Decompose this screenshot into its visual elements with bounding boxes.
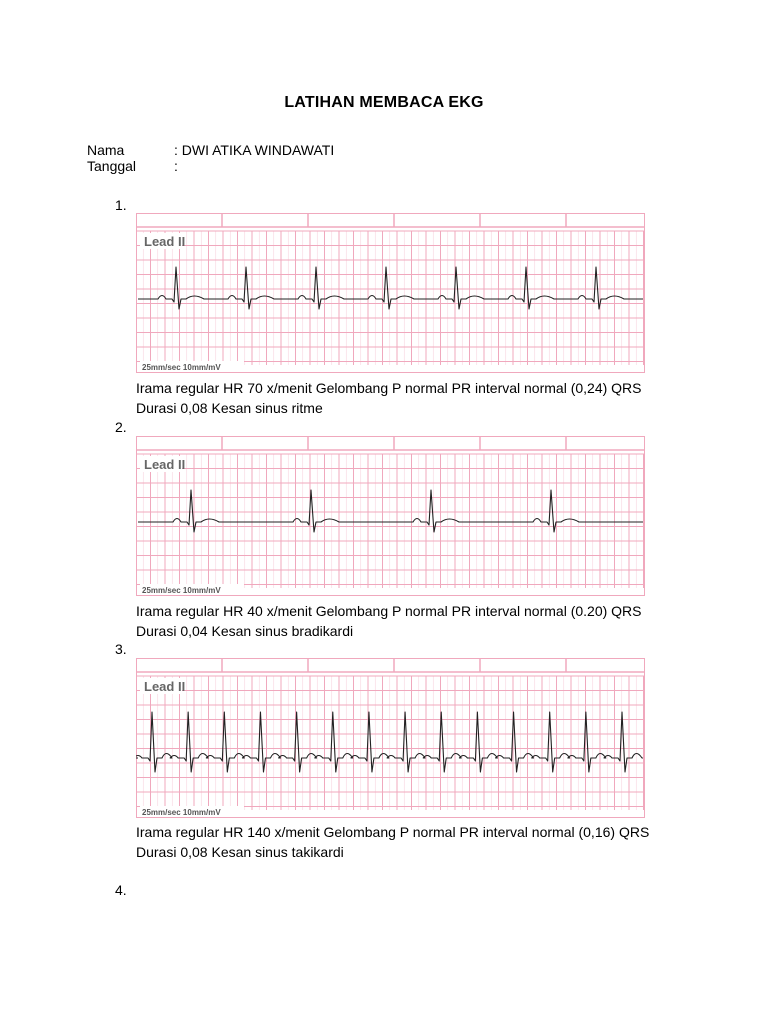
ecg-grid: [136, 658, 645, 818]
item-number-4: 4.: [115, 882, 127, 898]
item-number-1: 1.: [115, 197, 127, 213]
item-number-3: 3.: [115, 641, 127, 657]
item-number-2: 2.: [115, 419, 127, 435]
scale-label: 25mm/sec 10mm/mV: [142, 363, 221, 372]
date-row: [87, 158, 178, 174]
date-value: :: [174, 158, 178, 174]
ecg-description-3: [136, 822, 696, 862]
document-title: LATIHAN MEMBACA EKG: [284, 94, 484, 111]
name-value: : DWI ATIKA WINDAWATI: [174, 142, 335, 158]
lead-label: Lead II: [144, 457, 186, 472]
name-row: [87, 142, 334, 158]
scale-label: 25mm/sec 10mm/mV: [142, 586, 221, 595]
date-label: Tanggal: [87, 158, 137, 174]
ecg-grid: [136, 436, 645, 596]
name-label: Nama: [87, 142, 125, 158]
ecg-grid: [136, 213, 645, 373]
ecg-description-1-line-2: Durasi 0,08 Kesan sinus ritme: [136, 400, 323, 416]
ecg-strip-1: [136, 213, 645, 373]
ecg-description-2-line-1: Irama regular HR 40 x/menit Gelombang P normal PR interval normal (0.20) QRS: [136, 603, 642, 619]
ecg-description-1: [136, 378, 696, 418]
scale-label: 25mm/sec 10mm/mV: [142, 808, 221, 817]
ecg-strip-2: [136, 436, 645, 596]
ecg-description-3-line-1: Irama regular HR 140 x/menit Gelombang P normal PR interval normal (0,16) QRS: [136, 824, 650, 840]
lead-label: Lead II: [144, 679, 186, 694]
ecg-description-3-line-2: Durasi 0,08 Kesan sinus takikardi: [136, 844, 344, 860]
ecg-description-2: [136, 601, 696, 641]
ecg-strip-3: [136, 658, 645, 818]
ecg-description-2-line-2: Durasi 0,04 Kesan sinus bradikardi: [136, 623, 354, 639]
lead-label: Lead II: [144, 234, 186, 249]
ecg-description-1-line-1: Irama regular HR 70 x/menit Gelombang P normal PR interval normal (0,24) QRS: [136, 380, 642, 396]
